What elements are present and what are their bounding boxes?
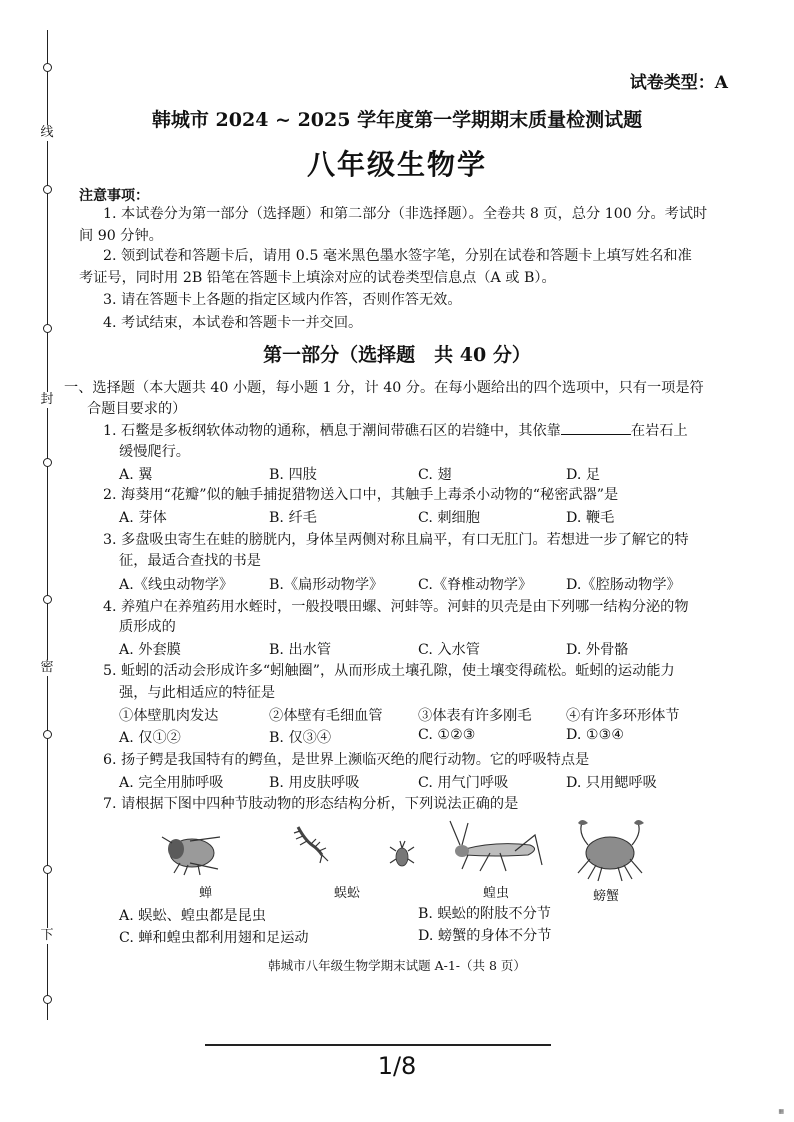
q7-option-c: C. 蝉和蝗虫都利用翅和足运动	[119, 930, 309, 946]
notice-line: 1. 本试卷分为第一部分（选择题）和第二部分（非选择题）。全卷共 8 页，总分 100 分。考试时	[103, 206, 708, 222]
q1-option-c: C. 翅	[418, 467, 452, 483]
q1-option-b: B. 四肢	[269, 467, 317, 483]
binding-hole	[43, 458, 52, 467]
question-7-stem: 7. 请根据下图中四种节肢动物的形态结构分析，下列说法正确的是	[103, 796, 519, 812]
q5-feature-4: ④有许多环形体节	[566, 708, 680, 724]
q4-option-b: B. 出水管	[269, 642, 332, 658]
notice-line: 4. 考试结束，本试卷和答题卡一并交回。	[103, 315, 363, 331]
question-1-stem: 1. 石鳖是多板纲软体动物的通称，栖息于潮间带礁石区的岩缝中，其依靠 在岩石上	[103, 420, 688, 441]
notice-heading: 注意事项：	[79, 188, 149, 204]
part-one-heading: 第一部分（选择题 共 40 分）	[263, 344, 531, 366]
binding-char: 线	[36, 125, 58, 141]
section-intro: 一、选择题（本大题共 40 小题，每小题 1 分，计 40 分。在每小题给出的四个选项中，只有一项是符	[64, 380, 704, 396]
binding-hole	[43, 324, 52, 333]
figure-label-centipede: 蜈蚣	[334, 886, 361, 901]
section-intro: 合题目要求的）	[87, 401, 187, 417]
q7-option-b: B. 蜈蚣的附肢不分节	[418, 906, 551, 922]
q3-option-d: D.《腔肠动物学》	[566, 577, 681, 593]
binding-char: 封	[36, 392, 58, 408]
crab-illustration	[578, 820, 644, 881]
page-number: 1/8	[377, 1052, 417, 1080]
centipede-illustration	[294, 827, 414, 866]
binding-hole	[43, 595, 52, 604]
question-2-stem: 2. 海葵用“花瓣”似的触手捕捉猎物送入口中，其触手上毒杀小动物的“秘密武器”是	[103, 487, 619, 503]
q5-option-a: A. 仅①②	[119, 730, 181, 746]
q2-option-a: A. 芽体	[119, 510, 167, 526]
binding-hole	[43, 185, 52, 194]
q3-option-c: C.《脊椎动物学》	[418, 577, 533, 593]
q4-option-c: C. 入水管	[418, 642, 480, 658]
figure-label-crab: 螃蟹	[593, 889, 620, 904]
question-5-stem-cont: 强，与此相适应的特征是	[119, 685, 276, 701]
q5-option-b: B. 仅③④	[269, 730, 332, 746]
binding-hole	[43, 865, 52, 874]
q4-option-a: A. 外套膜	[119, 642, 181, 658]
binding-hole	[43, 730, 52, 739]
question-4-stem: 4. 养殖户在养殖药用水蛭时，一般投喂田螺、河蚌等。河蚌的贝壳是由下列哪一结构分泌的物	[103, 599, 689, 615]
q3-option-a: A.《线虫动物学》	[119, 577, 234, 593]
q2-option-c: C. 刺细胞	[418, 510, 480, 526]
notice-line: 2. 领到试卷和答题卡后，请用 0.5 毫米黑色墨水签字笔，分别在试卷和答题卡上填写姓名和准	[103, 248, 692, 264]
binding-hole	[43, 63, 52, 72]
q6-option-d: D. 只用鳃呼吸	[566, 775, 657, 791]
question-1-stem-cont: 缓慢爬行。	[119, 444, 190, 460]
cicada-illustration	[162, 837, 220, 875]
q2-option-d: D. 鞭毛	[566, 510, 615, 526]
question-6-stem: 6. 扬子鳄是我国特有的鳄鱼，是世界上濒临灭绝的爬行动物。它的呼吸特点是	[103, 752, 590, 768]
question-3-stem: 3. 多盘吸虫寄生在蛙的膀胱内，身体呈两侧对称且扁平，有口无肛门。若想进一步了解它的特	[103, 532, 689, 548]
q6-option-c: C. 用气门呼吸	[418, 775, 509, 791]
notice-line: 3. 请在答题卡上各题的指定区域内作答，否则作答无效。	[103, 292, 462, 308]
q5-option-c: C. ①②③	[418, 727, 476, 743]
q6-option-a: A. 完全用肺呼吸	[119, 775, 224, 791]
question-5-stem: 5. 蚯蚓的活动会形成许多“蚓触圈”，从而形成土壤孔隙，使土壤变得疏松。蚯蚓的运动能力	[103, 663, 675, 679]
q1-option-d: D. 足	[566, 467, 601, 483]
binding-char: 下	[36, 928, 58, 944]
footer-rule	[205, 1044, 551, 1046]
notice-line: 间 90 分钟。	[79, 228, 163, 244]
arthropod-figure	[150, 815, 670, 885]
question-3-stem-cont: 征，最适合查找的书是	[119, 553, 261, 569]
q4-option-d: D. 外骨骼	[566, 642, 629, 658]
q7-option-d: D. 螃蟹的身体不分节	[418, 928, 552, 944]
exam-title: 韩城市 2024 ~ 2025 学年度第一学期期末质量检测试题	[151, 109, 643, 131]
q7-option-a: A. 蜈蚣、蝗虫都是昆虫	[119, 908, 266, 924]
answer-blank	[561, 420, 631, 435]
paper-type: 试卷类型：A	[629, 73, 728, 93]
page-footer: 韩城市八年级生物学期末试题 A-1-（共 8 页）	[268, 958, 526, 973]
q2-option-b: B. 纤毛	[269, 510, 317, 526]
figure-label-cicada: 蝉	[199, 886, 213, 901]
q3-option-b: B.《扁形动物学》	[269, 577, 384, 593]
q6-option-b: B. 用皮肤呼吸	[269, 775, 360, 791]
exam-subtitle: 八年级生物学	[306, 148, 487, 181]
q5-option-d: D. ①③④	[566, 727, 625, 743]
figure-label-grasshopper: 蝗虫	[483, 886, 510, 901]
question-4-stem-cont: 质形成的	[119, 619, 176, 635]
q1-option-a: A. 翼	[119, 467, 153, 483]
notice-line: 考证号，同时用 2B 铅笔在答题卡上填涂对应的试卷类型信息点（A 或 B）。	[79, 270, 556, 286]
binding-char: 密	[36, 660, 58, 676]
q5-feature-1: ①体壁肌肉发达	[119, 708, 219, 724]
grasshopper-illustration	[450, 821, 542, 871]
binding-hole	[43, 995, 52, 1004]
scanner-watermark: ▦	[778, 1108, 784, 1115]
q5-feature-3: ③体表有许多刚毛	[418, 708, 532, 724]
q5-feature-2: ②体壁有毛细血管	[269, 708, 383, 724]
